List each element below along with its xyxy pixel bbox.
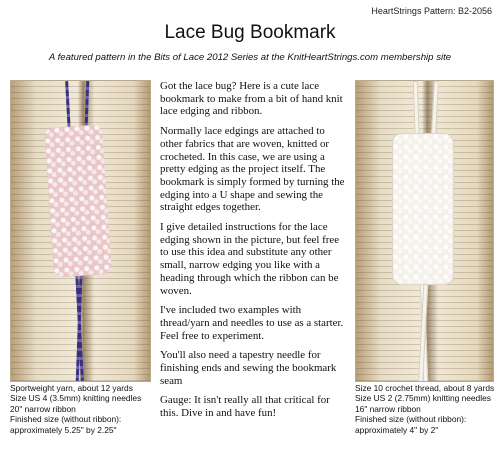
intro-text bbox=[160, 80, 348, 427]
right-materials-caption bbox=[355, 383, 500, 435]
pink-lace-bookmark bbox=[44, 124, 112, 278]
page-title: Lace Bug Bookmark bbox=[164, 22, 336, 43]
pink-bookmark-photo bbox=[10, 80, 151, 382]
caption-line: Sportweight yarn, about 12 yards bbox=[10, 383, 133, 393]
caption-line: Finished size (without ribbon): bbox=[355, 414, 467, 425]
white-lace-bookmark bbox=[392, 133, 454, 285]
caption-line: Size US 2 (2.75mm) knitting needles bbox=[355, 393, 491, 404]
caption-line: Size 10 crochet thread, about 8 yards bbox=[355, 383, 495, 393]
caption-line: Size US 4 (3.5mm) knitting needles bbox=[10, 393, 142, 404]
left-materials-caption bbox=[10, 383, 160, 435]
caption-line: 16" narrow ribbon bbox=[355, 403, 421, 414]
caption-line: approximately 4" by 2" bbox=[355, 424, 439, 435]
caption-line: Finished size (without ribbon): bbox=[10, 414, 122, 425]
intro-paragraph: Got the lace bug? Here is a cute lace bookmark to make from a bit of hand knit lace edging and ribbon. bbox=[160, 80, 343, 118]
intro-paragraph: You'll also need a tapestry needle for finishing ends and sewing the bookmark seam bbox=[160, 349, 337, 387]
caption-line: approximately 5.25" by 2.25" bbox=[10, 424, 117, 435]
pattern-id: HeartStrings Pattern: B2-2056 bbox=[371, 6, 492, 16]
gauge-paragraph: Gauge: It isn't really all that critical for this. Dive in and have fun! bbox=[160, 394, 330, 420]
intro-paragraph: Normally lace edgings are attached to other fabrics that are woven, knitted or crocheted. In this case, we are using a pretty edging as the project itself. The bookmark is simply formed by turning the edging into a U shape and sewing the straight edges together. bbox=[160, 125, 345, 214]
page-subtitle: A featured pattern in the Bits of Lace 2012 Series at the KnitHeartStrings.com membership site bbox=[48, 52, 452, 63]
caption-line: 20" narrow ribbon bbox=[10, 403, 76, 414]
white-bookmark-photo bbox=[355, 80, 494, 382]
intro-paragraph: I give detailed instructions for the lace edging shown in the picture, but feel free to use this idea and substitute any other small, narrow edging you like with a heading through which the ribbon can be woven. bbox=[160, 221, 340, 297]
intro-paragraph: I've included two examples with thread/yarn and needles to use as a starter. Feel free to experiment. bbox=[160, 304, 344, 342]
